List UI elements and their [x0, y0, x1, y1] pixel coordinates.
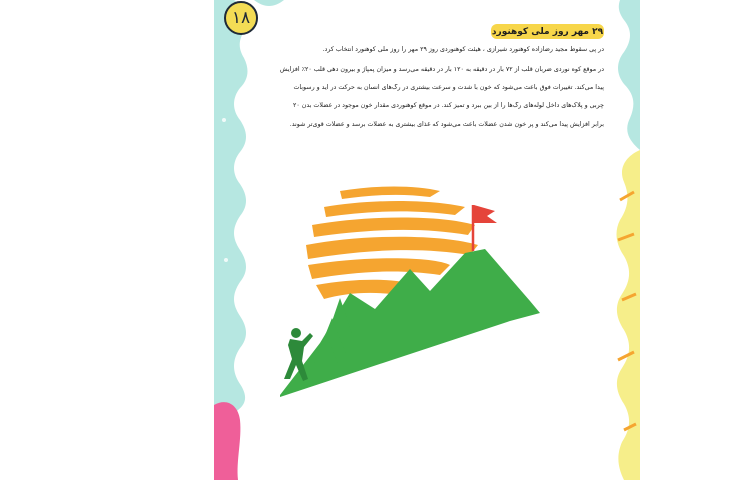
book-page	[214, 0, 640, 480]
paragraph-line: در پی سقوط مجید رضازاده کوهنورد شیرازی ، هیئت کوهنوردی روز ۲۹ مهر را روز ملی کوهنورد انتخاب کرد.	[322, 46, 604, 53]
paragraph-line: پیدا می‌کند. تغییرات فوق باعث می‌شود که خون با شدت و سرعت بیشتری در رگ‌های انسان به حرکت در آید و رسوبات	[293, 84, 604, 91]
paragraph-line: برابر افزایش پیدا می‌کند و پر خون شدن عضلات باعث می‌شود که غذای بیشتری به عضلات برسد و عضلات قوی‌تر شوند.	[289, 121, 604, 128]
summit-flag-icon	[473, 205, 497, 251]
paragraph-line: چربی و پلاک‌های داخل لوله‌های رگ‌ها را از بین ببرد و تمیز کند. در موقع کوهنوردی مقدار خون موجود در عضلات بدن ۲۰	[292, 102, 604, 109]
section-title: ۲۹ مهر روز ملی کوهنورد	[491, 24, 604, 39]
page-number: ۱۸	[224, 1, 258, 35]
paragraph-line: در موقع کوه نوردی ضربان قلب از ۷۲ بار در دقیقه به ۱۲۰ بار در دقیقه می‌رسد و میزان پمپاژ و بیرون دهی قلب ۲۰٪ افزایش	[279, 66, 604, 73]
mountain-sun-illustration	[280, 183, 560, 397]
